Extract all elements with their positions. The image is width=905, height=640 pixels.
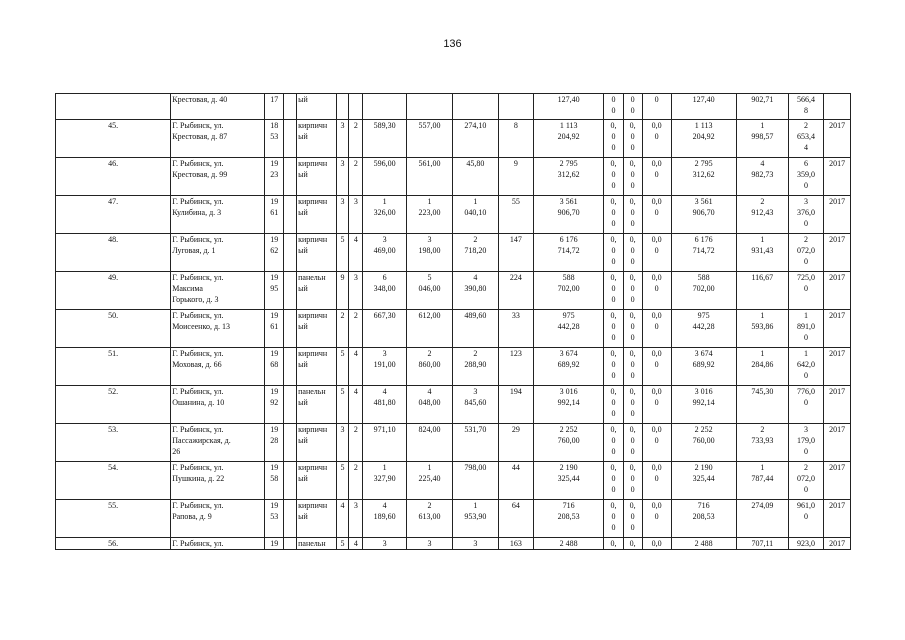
cell-wall-material: кирпичн ый	[297, 348, 336, 386]
cell-residents: 44	[498, 462, 533, 500]
cell-cost-col-b: 0, 0 0	[623, 272, 642, 310]
cell-residents: 64	[498, 500, 533, 538]
cell-cost-col-a: 0, 0 0	[604, 386, 623, 424]
cell-year-built: 19 61	[265, 196, 284, 234]
cell-blank-col	[284, 196, 297, 234]
cell-fund-cost: 2 190 325,44	[671, 462, 736, 500]
page-number: 136	[443, 38, 462, 50]
cell-total-area: 971,10	[363, 424, 407, 462]
cell-cost-col-b: 0 0	[623, 94, 642, 120]
cell-limit-cost: 6 359,0 0	[788, 158, 823, 196]
cell-blank-col	[284, 462, 297, 500]
cell-residential-area: 274,10	[452, 120, 498, 158]
table-row	[56, 348, 851, 386]
cell-limit-cost: 1 642,0 0	[788, 348, 823, 386]
cell-cost-per-sqm: 4 982,73	[736, 158, 788, 196]
cell-plan-year	[824, 94, 851, 120]
cell-fund-cost: 2 795 312,62	[671, 158, 736, 196]
cell-floors: 5	[336, 386, 349, 424]
cell-fund-cost: 3 561 906,70	[671, 196, 736, 234]
table-row	[56, 424, 851, 462]
cell-limit-cost: 776,0 0	[788, 386, 823, 424]
table-row	[56, 158, 851, 196]
cell-cost-col-a: 0, 0 0	[604, 120, 623, 158]
cell-cost-col-b: 0, 0 0	[623, 424, 642, 462]
cell-residents: 123	[498, 348, 533, 386]
cell-residential-area: 3	[452, 538, 498, 550]
cell-fund-cost: 3 016 992,14	[671, 386, 736, 424]
cell-residential-area: 4 390,80	[452, 272, 498, 310]
cell-total-cost: 3 561 906,70	[533, 196, 603, 234]
cell-year-built: 19 53	[265, 500, 284, 538]
cell-blank-col	[284, 158, 297, 196]
cell-cost-col-c: 0,0 0	[642, 462, 671, 500]
cell-total-cost: 2 795 312,62	[533, 158, 603, 196]
cell-limit-cost: 2 072,0 0	[788, 234, 823, 272]
cell-year-built: 18 53	[265, 120, 284, 158]
table-row	[56, 538, 851, 550]
cell-floors: 3	[336, 424, 349, 462]
cell-floors: 3	[336, 120, 349, 158]
cell-fund-cost: 1 113 204,92	[671, 120, 736, 158]
cell-living-area: 5 046,00	[407, 272, 453, 310]
cell-total-cost: 2 252 760,00	[533, 424, 603, 462]
cell-cost-col-b: 0, 0 0	[623, 386, 642, 424]
table-row	[56, 94, 851, 120]
cell-row-number: 47.	[56, 196, 171, 234]
cell-cost-per-sqm: 2 733,93	[736, 424, 788, 462]
cell-row-number: 52.	[56, 386, 171, 424]
cell-total-area: 4 189,60	[363, 500, 407, 538]
cell-cost-col-a: 0, 0 0	[604, 196, 623, 234]
cell-plan-year: 2017	[824, 234, 851, 272]
cell-entrances	[349, 94, 363, 120]
cell-fund-cost: 6 176 714,72	[671, 234, 736, 272]
cell-cost-col-b: 0,	[623, 538, 642, 550]
cell-row-number: 50.	[56, 310, 171, 348]
cell-residents: 147	[498, 234, 533, 272]
cell-limit-cost: 2 072,0 0	[788, 462, 823, 500]
cell-residential-area: 3 845,60	[452, 386, 498, 424]
cell-limit-cost: 961,0 0	[788, 500, 823, 538]
cell-wall-material: панельн ый	[297, 272, 336, 310]
cell-cost-col-c: 0,0	[642, 538, 671, 550]
cell-entrances: 4	[349, 538, 363, 550]
cell-cost-per-sqm: 902,71	[736, 94, 788, 120]
cell-cost-col-a: 0,	[604, 538, 623, 550]
cell-year-built: 19 28	[265, 424, 284, 462]
cell-limit-cost: 923,0	[788, 538, 823, 550]
cell-cost-col-c: 0,0 0	[642, 158, 671, 196]
cell-cost-per-sqm: 745,30	[736, 386, 788, 424]
cell-cost-col-a: 0, 0 0	[604, 500, 623, 538]
cell-cost-col-a: 0, 0 0	[604, 310, 623, 348]
cell-total-area: 4 481,80	[363, 386, 407, 424]
cell-cost-col-b: 0, 0 0	[623, 348, 642, 386]
cell-residential-area: 2 288,90	[452, 348, 498, 386]
cell-address: Г. Рыбинск, ул.	[171, 538, 265, 550]
cell-total-area: 596,00	[363, 158, 407, 196]
cell-living-area: 3 198,00	[407, 234, 453, 272]
cell-residential-area: 798,00	[452, 462, 498, 500]
cell-total-cost: 716 208,53	[533, 500, 603, 538]
table-row	[56, 272, 851, 310]
cell-entrances: 2	[349, 158, 363, 196]
cell-address: Г. Рыбинск, ул. Рапова, д. 9	[171, 500, 265, 538]
cell-wall-material: панельн ый	[297, 386, 336, 424]
cell-living-area: 2 613,00	[407, 500, 453, 538]
cell-cost-per-sqm: 1 787,44	[736, 462, 788, 500]
cell-cost-col-c: 0,0 0	[642, 386, 671, 424]
cell-residential-area: 1 040,10	[452, 196, 498, 234]
table-row	[56, 196, 851, 234]
cell-plan-year: 2017	[824, 348, 851, 386]
cell-total-cost: 2 190 325,44	[533, 462, 603, 500]
cell-limit-cost: 2 653,4 4	[788, 120, 823, 158]
cell-residential-area: 489,60	[452, 310, 498, 348]
cell-cost-col-b: 0, 0 0	[623, 234, 642, 272]
cell-fund-cost: 2 252 760,00	[671, 424, 736, 462]
cell-fund-cost: 3 674 689,92	[671, 348, 736, 386]
cell-year-built: 19 92	[265, 386, 284, 424]
cell-total-area: 667,30	[363, 310, 407, 348]
cell-address: Г. Рыбинск, ул. Ошанина, д. 10	[171, 386, 265, 424]
cell-wall-material: кирпичн ый	[297, 196, 336, 234]
cell-floors: 3	[336, 196, 349, 234]
cell-year-built: 19 23	[265, 158, 284, 196]
cell-cost-col-b: 0, 0 0	[623, 500, 642, 538]
cell-floors: 3	[336, 158, 349, 196]
cell-living-area: 557,00	[407, 120, 453, 158]
cell-residential-area: 45,80	[452, 158, 498, 196]
cell-cost-col-c: 0,0 0	[642, 272, 671, 310]
cell-row-number: 53.	[56, 424, 171, 462]
cell-cost-col-b: 0, 0 0	[623, 120, 642, 158]
cell-wall-material: кирпичн ый	[297, 424, 336, 462]
cell-cost-col-a: 0, 0 0	[604, 348, 623, 386]
cell-row-number: 56.	[56, 538, 171, 550]
cell-floors: 2	[336, 310, 349, 348]
cell-residential-area: 531,70	[452, 424, 498, 462]
cell-total-area: 589,30	[363, 120, 407, 158]
cell-total-area: 6 348,00	[363, 272, 407, 310]
cell-cost-col-b: 0, 0 0	[623, 158, 642, 196]
cell-living-area: 4 048,00	[407, 386, 453, 424]
cell-blank-col	[284, 310, 297, 348]
cell-fund-cost: 2 488	[671, 538, 736, 550]
cell-cost-col-c: 0,0 0	[642, 120, 671, 158]
cell-cost-per-sqm: 274,09	[736, 500, 788, 538]
cell-cost-col-c: 0	[642, 94, 671, 120]
cell-total-area: 1 326,00	[363, 196, 407, 234]
cell-floors: 5	[336, 348, 349, 386]
cell-blank-col	[284, 500, 297, 538]
cell-residents: 33	[498, 310, 533, 348]
cell-fund-cost: 588 702,00	[671, 272, 736, 310]
cell-cost-per-sqm: 1 593,86	[736, 310, 788, 348]
cell-cost-col-c: 0,0 0	[642, 500, 671, 538]
cell-residents: 55	[498, 196, 533, 234]
cell-fund-cost: 716 208,53	[671, 500, 736, 538]
cell-wall-material: панельн	[297, 538, 336, 550]
cell-total-cost: 6 176 714,72	[533, 234, 603, 272]
cell-row-number: 54.	[56, 462, 171, 500]
cell-wall-material: кирпичн ый	[297, 310, 336, 348]
cell-residents: 194	[498, 386, 533, 424]
cell-cost-per-sqm: 707,11	[736, 538, 788, 550]
cell-year-built: 17	[265, 94, 284, 120]
table-row	[56, 500, 851, 538]
cell-residents	[498, 94, 533, 120]
cell-residents: 9	[498, 158, 533, 196]
cell-plan-year: 2017	[824, 538, 851, 550]
cell-floors: 5	[336, 538, 349, 550]
table-body	[56, 94, 851, 550]
cell-blank-col	[284, 538, 297, 550]
cell-living-area: 1 223,00	[407, 196, 453, 234]
cell-wall-material: кирпичн ый	[297, 500, 336, 538]
cell-total-area: 3 469,00	[363, 234, 407, 272]
cell-entrances: 3	[349, 500, 363, 538]
cell-total-cost: 588 702,00	[533, 272, 603, 310]
cell-blank-col	[284, 94, 297, 120]
housing-register-table	[55, 93, 851, 550]
cell-cost-col-a: 0 0	[604, 94, 623, 120]
cell-entrances: 2	[349, 424, 363, 462]
cell-floors: 5	[336, 462, 349, 500]
cell-blank-col	[284, 348, 297, 386]
cell-living-area: 3	[407, 538, 453, 550]
cell-residential-area: 1 953,90	[452, 500, 498, 538]
cell-total-cost: 127,40	[533, 94, 603, 120]
cell-address: Крестовая, д. 40	[171, 94, 265, 120]
cell-year-built: 19 58	[265, 462, 284, 500]
cell-floors	[336, 94, 349, 120]
cell-limit-cost: 566,4 8	[788, 94, 823, 120]
cell-plan-year: 2017	[824, 386, 851, 424]
cell-total-cost: 1 113 204,92	[533, 120, 603, 158]
cell-living-area: 1 225,40	[407, 462, 453, 500]
cell-year-built: 19 95	[265, 272, 284, 310]
cell-address: Г. Рыбинск, ул. Пушкина, д. 22	[171, 462, 265, 500]
cell-entrances: 4	[349, 386, 363, 424]
cell-cost-per-sqm: 1 931,43	[736, 234, 788, 272]
cell-plan-year: 2017	[824, 462, 851, 500]
cell-residents: 163	[498, 538, 533, 550]
cell-blank-col	[284, 272, 297, 310]
cell-blank-col	[284, 234, 297, 272]
cell-address: Г. Рыбинск, ул. Пассажирская, д. 26	[171, 424, 265, 462]
table-row	[56, 120, 851, 158]
cell-wall-material: кирпичн ый	[297, 120, 336, 158]
cell-residential-area	[452, 94, 498, 120]
cell-row-number: 48.	[56, 234, 171, 272]
cell-entrances: 2	[349, 120, 363, 158]
cell-cost-col-a: 0, 0 0	[604, 462, 623, 500]
cell-cost-col-c: 0,0 0	[642, 234, 671, 272]
cell-cost-col-a: 0, 0 0	[604, 424, 623, 462]
cell-row-number: 55.	[56, 500, 171, 538]
cell-address: Г. Рыбинск, ул. Кулибина, д. 3	[171, 196, 265, 234]
cell-row-number: 45.	[56, 120, 171, 158]
cell-entrances: 2	[349, 310, 363, 348]
cell-fund-cost: 127,40	[671, 94, 736, 120]
cell-cost-col-b: 0, 0 0	[623, 310, 642, 348]
cell-total-cost: 3 674 689,92	[533, 348, 603, 386]
cell-residential-area: 2 718,20	[452, 234, 498, 272]
cell-entrances: 3	[349, 272, 363, 310]
cell-blank-col	[284, 120, 297, 158]
cell-floors: 9	[336, 272, 349, 310]
cell-wall-material: кирпичн ый	[297, 234, 336, 272]
cell-row-number: 51.	[56, 348, 171, 386]
cell-limit-cost: 1 891,0 0	[788, 310, 823, 348]
cell-living-area: 561,00	[407, 158, 453, 196]
cell-cost-per-sqm: 116,67	[736, 272, 788, 310]
cell-plan-year: 2017	[824, 196, 851, 234]
cell-floors: 5	[336, 234, 349, 272]
cell-cost-col-c: 0,0 0	[642, 196, 671, 234]
cell-cost-per-sqm: 1 998,57	[736, 120, 788, 158]
cell-total-area: 3 191,00	[363, 348, 407, 386]
cell-living-area: 612,00	[407, 310, 453, 348]
cell-entrances: 4	[349, 234, 363, 272]
cell-limit-cost: 3 376,0 0	[788, 196, 823, 234]
cell-fund-cost: 975 442,28	[671, 310, 736, 348]
cell-wall-material: ый	[297, 94, 336, 120]
cell-year-built: 19	[265, 538, 284, 550]
table-row	[56, 386, 851, 424]
cell-entrances: 4	[349, 348, 363, 386]
cell-cost-col-a: 0, 0 0	[604, 158, 623, 196]
cell-plan-year: 2017	[824, 310, 851, 348]
cell-address: Г. Рыбинск, ул. Крестовая, д. 87	[171, 120, 265, 158]
cell-total-area: 1 327,90	[363, 462, 407, 500]
table-row	[56, 462, 851, 500]
cell-limit-cost: 3 179,0 0	[788, 424, 823, 462]
cell-wall-material: кирпичн ый	[297, 462, 336, 500]
cell-address: Г. Рыбинск, ул. Максима Горького, д. 3	[171, 272, 265, 310]
cell-cost-col-c: 0,0 0	[642, 348, 671, 386]
cell-row-number: 46.	[56, 158, 171, 196]
cell-living-area: 824,00	[407, 424, 453, 462]
cell-row-number: 49.	[56, 272, 171, 310]
table-row	[56, 310, 851, 348]
cell-cost-col-c: 0,0 0	[642, 424, 671, 462]
cell-cost-col-b: 0, 0 0	[623, 196, 642, 234]
cell-plan-year: 2017	[824, 424, 851, 462]
cell-year-built: 19 61	[265, 310, 284, 348]
cell-cost-per-sqm: 2 912,43	[736, 196, 788, 234]
cell-total-area	[363, 94, 407, 120]
cell-entrances: 3	[349, 196, 363, 234]
cell-address: Г. Рыбинск, ул. Луговая, д. 1	[171, 234, 265, 272]
cell-plan-year: 2017	[824, 500, 851, 538]
cell-cost-col-a: 0, 0 0	[604, 234, 623, 272]
cell-total-cost: 2 488	[533, 538, 603, 550]
table-row	[56, 234, 851, 272]
cell-year-built: 19 62	[265, 234, 284, 272]
cell-living-area: 2 860,00	[407, 348, 453, 386]
cell-floors: 4	[336, 500, 349, 538]
cell-cost-col-b: 0, 0 0	[623, 462, 642, 500]
cell-year-built: 19 68	[265, 348, 284, 386]
cell-total-area: 3	[363, 538, 407, 550]
cell-total-cost: 975 442,28	[533, 310, 603, 348]
cell-cost-col-c: 0,0 0	[642, 310, 671, 348]
cell-living-area	[407, 94, 453, 120]
cell-residents: 224	[498, 272, 533, 310]
cell-blank-col	[284, 424, 297, 462]
cell-address: Г. Рыбинск, ул. Моисеенко, д. 13	[171, 310, 265, 348]
cell-plan-year: 2017	[824, 158, 851, 196]
cell-cost-per-sqm: 1 284,86	[736, 348, 788, 386]
cell-address: Г. Рыбинск, ул. Крестовая, д. 99	[171, 158, 265, 196]
cell-blank-col	[284, 386, 297, 424]
cell-total-cost: 3 016 992,14	[533, 386, 603, 424]
cell-entrances: 2	[349, 462, 363, 500]
cell-plan-year: 2017	[824, 120, 851, 158]
cell-cost-col-a: 0, 0 0	[604, 272, 623, 310]
cell-address: Г. Рыбинск, ул. Моховая, д. 66	[171, 348, 265, 386]
cell-residents: 29	[498, 424, 533, 462]
cell-wall-material: кирпичн ый	[297, 158, 336, 196]
cell-row-number	[56, 94, 171, 120]
cell-residents: 8	[498, 120, 533, 158]
cell-limit-cost: 725,0 0	[788, 272, 823, 310]
cell-plan-year: 2017	[824, 272, 851, 310]
